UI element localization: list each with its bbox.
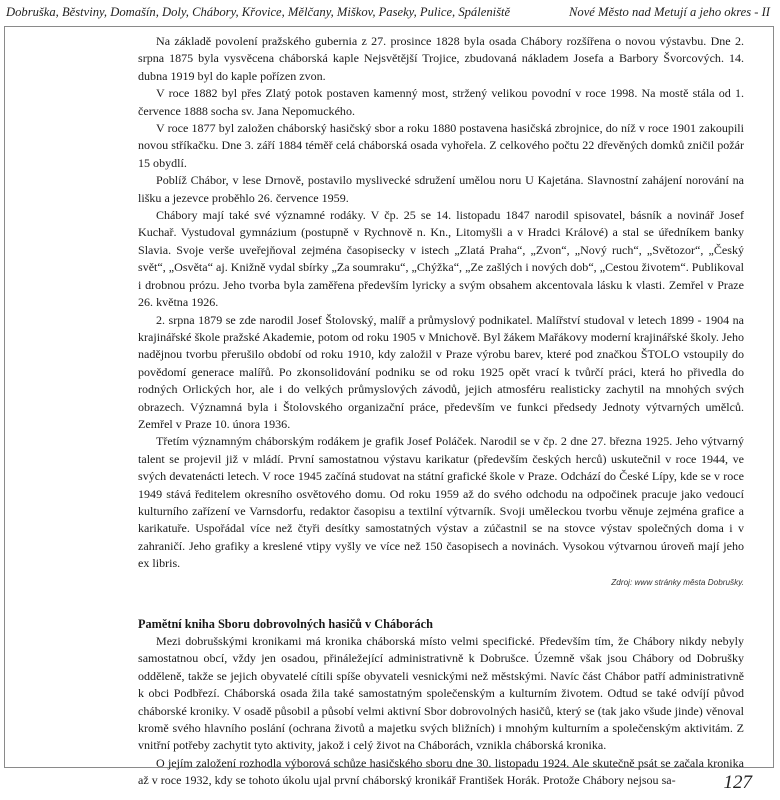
article-paragraph: 2. srpna 1879 se zde narodil Josef Štolovský, malíř a průmyslový podnikatel. Malířství studoval v letech 1899 - 1904 na krajinářské škole pražské Akademie, potom od roku 1905 v Mnichově. Byl žákem Mařákovy moderní krajinářské školy. Jeho nadějnou tvorbu přerušilo období od roku 1910, kdy založil v Praze výrobu barev, které pod značkou ŠTOLO vstoupily do povědomí generace malířů. Po zkonsolidování podniku se od roku 1925 opět vrací k tvůrčí práci, která ho přivedla do rodných Orlických hor, ale i do velkých průmyslových závodů, jejich atmosféru realisticky zachytil na mnohých svých obrazech. Významná byla i Štolovského organizační práce, především ve funkci předsedy Jednoty výtvarných umělců. Zemřel v Praze 10. února 1936. <box>138 312 744 431</box>
section-paragraph: Mezi dobrušskými kronikami má kronika cháborská místo velmi specifické. Především tím, že Chábory nikdy nebyly samostatnou obcí, vždy jen osadou, přináležející administrativně k Dobrušce. Územně však jsou Chábory od Dobrušky odděleně, takže se jejich obyvatelé cítili spíše obyvateli vesnickými než městskými. Navíc část Chábor patří administrativně k obci Podbřezí. Cháborská osada žila také samostatným společenským a kulturním životem. Odtud se také odvíjí původ cháborské kroniky. V osadě působil a působí velmi aktivní Sbor dobrovolných hasičů, který se (tak jako všude jinde) věnoval kromě svého hlavního poslání (ochrana životů a majetku svých bližních) i mnohým kulturním a společenským aktivitám. Z vnitřní potřeby zachytit tyto aktivity, jakož i celý život na Cháborách, vznikla cháborská kronika. <box>138 634 744 753</box>
running-header <box>0 0 780 26</box>
section-heading: Pamětní kniha Sboru dobrovolných hasičů v Cháborách <box>138 616 433 631</box>
article-paragraph: Chábory mají také své významné rodáky. V čp. 25 se 14. listopadu 1847 narodil spisovatel, básník a novinář Josef Kuchař. Vystudoval gymnázium (postupně v Rychnově n. Kn., Litomyšli a v Hradci Králové) a stal se úředníkem banky Slavia. Svoje verše uveřejňoval zejména časopisecky v istech „Zlatá Praha“, „Zvon“, „Nový ruch“, „Světozor“, „Český svět“, „Osvěta“ aj. Knižně vydal sbírky „Za soumraku“, „Chýžka“, „Ze zašlých i nových dob“, „Cestou životem“. Publikoval i drobnou prózu. Jeho tvorba byla zaměřena především lyricky a svým obsahem akcentovala lásku k vlasti. Zemřel v Praze 26. května 1926. <box>138 208 744 310</box>
article-paragraph: V roce 1882 byl přes Zlatý potok postaven kamenný most, stržený velikou povodní v roce 1998. Na mostě stála od 1. července 1888 socha sv. Jana Nepomuckého. <box>138 86 744 118</box>
header-place-list: Dobruška, Běstviny, Domašín, Doly, Chábory, Křovice, Mělčany, Miškov, Paseky, Pulice, Spáleniště <box>6 5 511 19</box>
header-book-title: Nové Město nad Metují a jeho okres - II <box>569 5 770 19</box>
article-paragraph: Třetím významným cháborským rodákem je grafik Josef Poláček. Narodil se v čp. 2 dne 27. března 1925. Jeho výtvarný talent se projevil již v mládí. První samostatnou výstavu karikatur (především českých herců) uskutečnil v roce 1944, ve svých devatenácti letech. V roce 1945 začíná studovat na státní grafické škole v Praze. Odchází do České Lípy, kde se v roce 1949 stává ředitelem okresního osvětového domu. Od roku 1959 až do svého odchodu na odpočinek pracuje jako vedoucí kulturního zařízení ve Varnsdorfu, redaktor časopisu a textilní výtvarník. Svoji uměleckou tvorbu věnuje zejména grafice a karikatuře. Uspořádal více než čtyři desítky samostatných výstav a zúčastnil se na stovce výstav společných doma i v zahraničí. Jeho grafiky a kreslené vtipy vyšly ve více než 150 časopisech a novinách. Vysokou výtvarnou úroveň mají jeho ex libris. <box>138 434 744 571</box>
source-note: Zdroj: www stránky města Dobrušky. <box>611 577 744 587</box>
section-paragraph: O jejím založení rozhodla výborová schůze hasičského sboru dne 30. listopadu 1924. Ale skutečně psát se začala kronika až v roce 1932, kdy se tohoto úkolu ujal první cháborský kronikář František Horák. Protože Chábory nejsou sa- <box>138 755 744 788</box>
article-paragraph: Na základě povolení pražského gubernia z 27. prosince 1828 byla osada Chábory rozšířena o novou výstavbu. Dne 2. srpna 1875 byla vysvěcena cháborská kaple Nejsvětější Trojice, zbudovaná nákladem Josefa a Barbory Švorcových. 14. dubna 1919 byl do kaple pořízen zvon. <box>138 34 744 83</box>
article-body <box>138 33 744 790</box>
article-paragraph: V roce 1877 byl založen cháborský hasičský sbor a roku 1880 postavena hasičská zbrojnice, do níž v roce 1901 zakoupili novou stříkačku. Dne 3. září 1884 téměř celá cháborská osada vyhořela. Z celkového počtu 22 dřevěných domků zničil požár 15 obydlí. <box>138 121 744 170</box>
article-paragraph: Poblíž Chábor, v lese Drnově, postavilo myslivecké sdružení umělou noru U Kajetána. Slavnostní zahájení norování na lišku a jezevce proběhlo 26. července 1959. <box>138 173 744 205</box>
page-number: 127 <box>723 772 752 793</box>
